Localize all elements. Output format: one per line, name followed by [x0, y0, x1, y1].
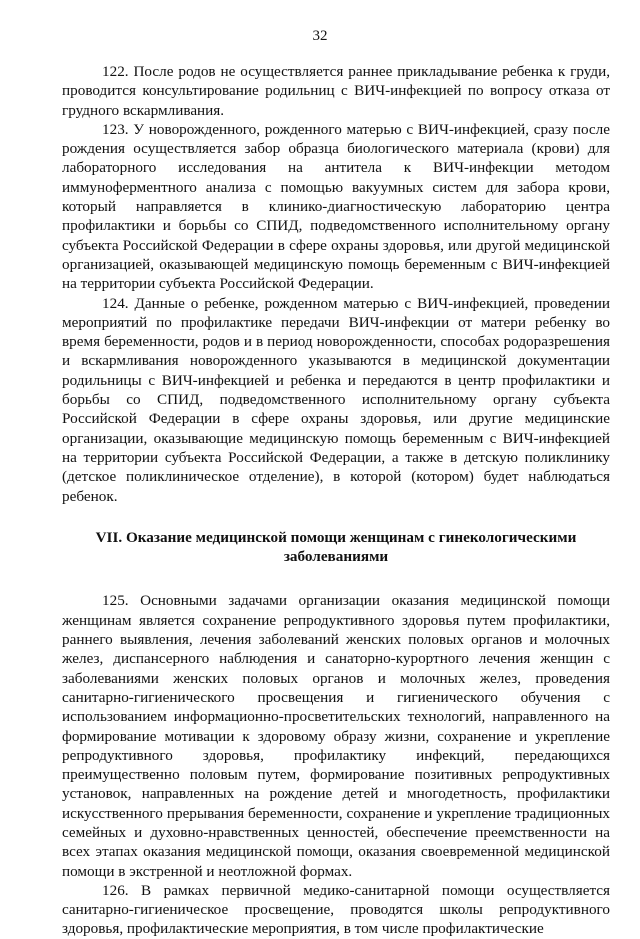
- page-number: 32: [312, 28, 328, 44]
- paragraph-123: 123. У новорожденного, рожденного матерью с ВИЧ-инфекцией, сразу после рождения осуществляется забор образца биологического материала (крови) для лабораторного исследования на антитела к ВИЧ-инфекции методом иммуноферментного анализа с помощью вакуумных систем для забора крови, который направляется в клинико-диагностическую лабораторию центра профилактики и борьбы со СПИД, подведомственного исполнительному органу субъекта Российской Федерации в сфере охраны здоровья, или другой медицинской организацией, оказывающей медицинскую помощь беременным с ВИЧ-инфекцией на территории субъекта Российской Федерации.: [62, 120, 610, 293]
- section-heading-line-1: VII. Оказание медицинской помощи женщинам с гинекологическими: [95, 528, 577, 546]
- paragraph-122: 122. После родов не осуществляется раннее прикладывание ребенка к груди, проводится консультирование родильниц с ВИЧ-инфекцией по вопросу отказа от грудного вскармливания.: [62, 63, 610, 119]
- paragraph-125: 125. Основными задачами организации оказания медицинской помощи женщинам является сохранение репродуктивного здоровья путем профилактики, раннего выявления, лечения заболеваний женских половых органов и молочных желез, диспансерного наблюдения и санаторно-курортного лечения женщин с заболеваниями женских половых органов и молочных желез, проведения санитарно-гигиенического просвещения и гигиенического обучения с использованием информационно-просветительских технологий, направленного на формирование мотивации к здоровому образу жизни, сохранение и укрепление репродуктивного здоровья, профилактику инфекций, передающихся преимущественно половым путем, формирование позитивных репродуктивных установок, направленных на рождение детей и многодетность, профилактики искусственного прерывания беременности, сохранение и укрепление традиционных семейных и духовно-нравственных ценностей, обеспечение преемственности на всех этапах оказания медицинской помощи, оказания своевременной медицинской помощи в экстренной и неотложной формах.: [62, 592, 610, 880]
- section-heading: [62, 528, 610, 567]
- paragraph-124: 124. Данные о ребенке, рожденном матерью с ВИЧ-инфекцией, проведении мероприятий по профилактике передачи ВИЧ-инфекции от матери ребенку во время беременности, родов и в период новорожденности, способах родоразрешения и вскармливания новорожденного указываются в медицинской документации родильницы с ВИЧ-инфекцией и ребенка и передаются в центр профилактики и борьбы со СПИД, подведомственного исполнительному органу субъекта Российской Федерации в сфере охраны здоровья, или другие медицинские организации, оказывающие медицинскую помощь беременным с ВИЧ-инфекцией на территории субъекта Российской Федерации, а также в детскую поликлинику (детское поликлиническое отделение), в которой (котором) будет наблюдаться ребенок.: [62, 294, 610, 505]
- document-body: [62, 62, 610, 939]
- section-heading-line-2: заболеваниями: [283, 548, 389, 566]
- paragraph-126: 126. В рамках первичной медико-санитарной помощи осуществляется санитарно-гигиеническое просвещение, проводятся школы репродуктивного здоровья, профилактические мероприятия, в том числе профилактические: [62, 881, 610, 938]
